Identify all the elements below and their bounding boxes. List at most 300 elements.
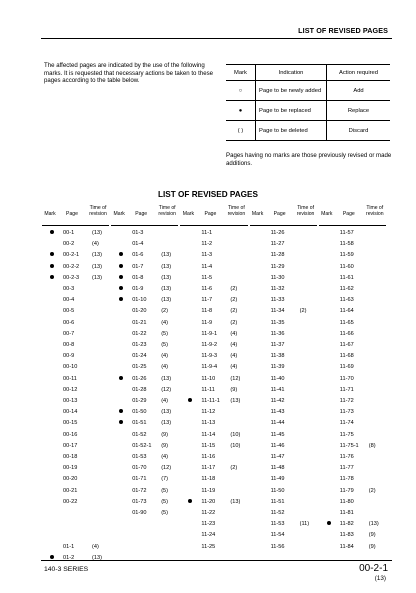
revision-number: (4) [230,342,238,348]
page-row [250,498,319,509]
page-row [319,285,388,296]
page-row [319,229,388,240]
column-header-mark: Mark [182,211,195,217]
page-number: 11-70 [339,375,354,382]
replaced-mark-icon [188,499,192,503]
page-number: 11-18 [201,476,216,483]
page-row [250,285,319,296]
page-row [111,464,180,475]
page-row [42,453,111,464]
page-row [180,285,249,296]
column-header-mark: Mark [321,211,333,217]
revision-number: (2) [299,308,307,315]
page-row [180,531,249,542]
page-number: 11-19 [201,487,216,494]
column-header-mark: Mark [251,211,264,217]
revision-number: (4) [161,319,169,326]
page-row [42,408,111,419]
page-number: 01-28 [132,386,147,393]
page-row [111,509,180,520]
revised-pages-list-title: LIST OF REVISED PAGES [158,190,258,199]
page-row [111,475,180,486]
page-row [42,285,111,296]
page-row [319,319,388,330]
revision-number: (13) [230,498,241,505]
page-row [319,386,388,397]
revision-number: (5) [161,498,169,505]
revision-number: (4) [161,364,169,371]
page-row [250,520,319,531]
page-row [319,375,388,386]
page-number: 11-9-1 [201,330,218,337]
page-row [250,464,319,475]
page-number: 01-4 [132,241,144,248]
revision-number: (4) [230,364,238,371]
replaced-mark-icon [119,420,123,424]
page-row [42,240,111,251]
page-number: 11-26 [270,230,285,236]
legend-row-delete [226,121,390,141]
page-row [111,319,180,330]
page-number: 00-15 [63,420,78,427]
page-number: 11-23 [201,521,216,528]
revision-number: (9) [368,543,376,550]
column-header-rev: Time of revision [296,205,315,217]
page-row [180,319,249,330]
page-number: 11-48 [270,465,285,472]
page-row [180,341,249,352]
page-number: 11-8 [201,308,213,315]
page-row [180,296,249,307]
column-header-page: Page [204,211,217,217]
revision-number: (10) [230,431,241,438]
replaced-mark-icon [50,264,54,268]
page-number: 11-42 [270,398,285,404]
page-row [42,251,111,262]
revision-number: (13) [92,252,102,259]
page-number: 11-25 [201,543,216,550]
page-number: 00-2-1 [63,252,80,259]
page-number: 11-9 [201,319,213,326]
revision-number: (4) [230,353,238,360]
page-number: 11-11-1 [201,398,220,404]
page-row [250,274,319,285]
page-number: 11-65 [339,319,354,326]
page-row [42,386,111,397]
page-row [319,397,388,408]
page-number: 11-35 [270,319,285,326]
replaced-mark-icon [119,297,123,301]
page-row [180,251,249,262]
page-number: 01-50 [132,409,147,416]
page-row [250,397,319,408]
page-row [111,341,180,352]
page-number: 11-13 [201,420,216,427]
page-number: 01-51 [132,420,147,427]
page-number: 11-47 [270,454,285,460]
page-row [42,419,111,430]
page-number: 00-11 [63,375,77,382]
revision-number: (13) [230,398,241,404]
page-number: 11-73 [339,409,354,416]
page-row [180,453,249,464]
page-row [180,431,249,442]
revision-number: (11) [299,521,310,528]
page-number: 11-43 [270,409,285,416]
legend-action: Add [327,81,391,101]
revision-number: (2) [230,286,238,292]
column-header-rev: Time of revision [158,205,176,217]
page-row [180,408,249,419]
page-row [250,229,319,240]
page-row [319,498,388,509]
page-row [111,285,180,296]
page-row [111,352,180,363]
legend-header-row [226,65,390,81]
page-number: 01-52 [132,431,147,438]
legend-action: Replace [327,101,391,121]
page-number: 01-71 [132,476,147,483]
revision-number: (4) [230,330,238,337]
intro-paragraph: The affected pages are indicated by the use of the following marks. It is requested that necessary actions be taken to these pages according to the table below. [44,62,214,85]
page-row [250,263,319,274]
page-number: 11-32 [270,286,285,292]
page-row [180,464,249,475]
revision-number: (9) [161,431,169,438]
page-number: 01-6 [132,252,144,259]
page-number: 11-30 [270,274,285,281]
revision-number: (2) [368,487,376,494]
revision-number: (10) [230,442,241,449]
revision-number: (4) [161,353,169,360]
page-number: 11-24 [201,532,216,539]
page-row [319,408,388,419]
page-number: 11-84 [339,543,354,550]
page-row [111,431,180,442]
revision-number: (4) [92,543,99,550]
legend-note: Pages having no marks are those previously revised or made additions. [226,152,392,167]
revision-number: (13) [92,274,102,281]
column-header-rev: Time of revision [366,205,384,217]
revision-number: (13) [92,554,102,561]
page-number: 01-24 [132,353,147,360]
revision-number: (4) [161,454,169,460]
revision-number: (2) [161,308,169,315]
column-header-underline [180,225,247,226]
replaced-mark-icon [119,275,123,279]
page-row [319,531,388,542]
page-number: 11-28 [270,252,285,259]
page-row [250,531,319,542]
page-number: 11-33 [270,297,285,304]
page-row [319,442,388,453]
page-number: 00-21 [63,487,78,494]
page-row [250,509,319,520]
page-number: 11-72 [339,398,354,404]
page-row [42,397,111,408]
revision-number: (5) [161,487,169,494]
page-number: 11-50 [270,487,285,494]
page-number: 01-2 [63,554,75,561]
page-row [250,386,319,397]
page-row [319,363,388,374]
marks-legend-table [226,64,390,141]
page-row [111,274,180,285]
page-number: 01-8 [132,274,144,281]
page-row [319,263,388,274]
page-number: 00-16 [63,431,78,438]
page-number: 11-56 [270,543,285,550]
page-number: 01-1 [63,543,75,550]
column-header-page: Page [135,211,148,217]
column-header-mark: Mark [113,211,125,217]
page-row [42,543,111,554]
page-row [250,487,319,498]
page-row [111,375,180,386]
revision-number: (12) [161,386,172,393]
page-row [250,442,319,453]
page-row [42,274,111,285]
page-row [42,307,111,318]
page-number: 01-72 [132,487,147,494]
page-number: 11-59 [339,252,354,259]
page-number: 11-66 [339,330,354,337]
page-row [42,464,111,475]
page-row [42,296,111,307]
page-number: 00-10 [63,364,78,371]
page-row [42,330,111,341]
replaced-mark-icon [50,275,54,279]
page-row [111,240,180,251]
revision-number: (13) [161,420,172,427]
page-row [180,487,249,498]
page-row [180,397,249,408]
revision-number: (13) [161,409,172,416]
revision-number: (13) [368,521,379,528]
page-number: 11-6 [201,286,213,292]
page-number: 11-78 [339,476,354,483]
page-number: 11-16 [201,454,216,460]
page-row [180,375,249,386]
page-row [250,431,319,442]
page-row [250,296,319,307]
page-row [180,307,249,318]
legend-action: Discard [327,121,391,141]
page-number: 01-20 [132,308,147,315]
page-number: 11-3 [201,252,213,259]
page-row [250,307,319,318]
legend-row-replace [226,101,390,121]
footer-page-revision: (13) [374,575,386,582]
page-number: 11-46 [270,442,285,449]
page-number: 11-71 [339,386,354,393]
page-number: 00-18 [63,454,78,460]
replaced-mark-icon [50,230,54,234]
page-number: 11-57 [339,230,354,236]
page-number: 00-13 [63,398,78,404]
page-number: 00-2-3 [63,274,80,281]
page-number: 01-26 [132,375,147,382]
page-number: 00-2-2 [63,263,80,270]
page-number: 11-5 [201,274,213,281]
page-row [42,263,111,274]
page-row [180,263,249,274]
page-row [250,251,319,262]
column-header-rev: Time of revision [227,205,246,217]
page-number: 11-9-4 [201,364,218,371]
replaced-mark-icon [50,555,54,559]
page-row [250,240,319,251]
legend-header-action: Action required [327,65,391,81]
page-row [319,464,388,475]
replaced-mark-icon [119,252,123,256]
page-row [319,509,388,520]
page-number: 11-77 [339,465,354,472]
legend-header-indication: Indication [256,65,327,81]
page-number: 11-64 [339,308,354,315]
page-row [111,229,180,240]
page-number: 11-41 [270,386,285,393]
legend-indication: Page to be deleted [256,121,327,141]
page-number: 01-21 [132,319,147,326]
page-number: 00-9 [63,353,75,360]
page-row [250,453,319,464]
revision-number: (4) [161,398,169,404]
page-row [111,408,180,419]
page-number: 00-19 [63,465,78,472]
replaced-mark-icon [119,286,123,290]
page-number: 11-51 [270,498,285,505]
page-row [180,543,249,554]
page-row [111,442,180,453]
revision-number: (2) [230,319,238,326]
page-row [250,419,319,430]
page-number: 11-61 [339,274,354,281]
revision-number: (12) [230,375,241,382]
column-header-underline [250,225,317,226]
page-number: 00-3 [63,286,75,292]
page-row [180,520,249,531]
page-row [319,520,388,531]
revision-number: (2) [230,465,238,472]
replaced-mark-icon [119,409,123,413]
page-row [319,453,388,464]
page-row [42,498,111,509]
footer-series: 140-3 SERIES [44,566,89,573]
page-number: 00-2 [63,241,75,248]
page-row [180,229,249,240]
column-header-rev: Time of revision [89,205,107,217]
revision-number: (13) [161,375,172,382]
page-row [319,352,388,363]
page-number: 00-8 [63,342,75,348]
page-row [250,330,319,341]
page-number: 11-68 [339,353,354,360]
page-number: 11-76 [339,454,354,460]
page-row [111,419,180,430]
legend-row-add [226,81,390,101]
page-row [180,475,249,486]
page-number: 00-22 [63,498,78,505]
page-number: 11-67 [339,342,354,348]
page-number: 01-52-1 [132,442,152,449]
page-row [42,431,111,442]
page-number: 11-49 [270,476,285,483]
page-row [250,341,319,352]
column-header-page: Page [273,211,286,217]
column-header-underline [319,225,386,226]
page-row [180,509,249,520]
page-number: 11-14 [201,431,216,438]
revision-number: (8) [368,442,376,449]
page-row [250,352,319,363]
page-row [250,408,319,419]
page-number: 11-2 [201,241,213,248]
revision-number: (13) [161,252,172,259]
page-number: 11-45 [270,431,285,438]
page-row [111,263,180,274]
page-number: 11-82 [339,521,354,528]
page-number: 00-5 [63,308,75,315]
replaced-mark-icon [327,521,331,525]
page-row [180,363,249,374]
revision-number: (9) [230,386,238,393]
legend-indication: Page to be newly added [256,81,327,101]
page-row [111,330,180,341]
page-number: 00-4 [63,297,75,304]
page-number: 00-1 [63,230,75,236]
page-row [111,487,180,498]
page-number: 11-9-3 [201,353,218,360]
page-row [250,363,319,374]
page-number: 01-10 [132,297,147,304]
page-number: 11-12 [201,409,216,416]
page-number: 11-53 [270,521,285,528]
revision-number: (13) [92,263,102,270]
page-row [42,475,111,486]
replaced-mark-icon [119,376,123,380]
page-number: 11-37 [270,342,285,348]
page-row [111,363,180,374]
page-number: 11-11 [201,386,215,393]
revision-number: (2) [230,297,238,304]
legend-header-mark: Mark [226,65,256,81]
revision-number: (13) [161,297,172,304]
page-number: 11-17 [201,465,216,472]
revision-number: (5) [161,342,169,348]
page-number: 11-7 [201,297,213,304]
page-row [111,251,180,262]
page-row [111,498,180,509]
page-number: 11-58 [339,241,354,248]
page-number: 11-15 [201,442,216,449]
column-header-underline [42,225,109,226]
page-number: 11-60 [339,263,354,270]
revision-number: (13) [161,274,172,281]
legend-mark-open-circle: ○ [226,81,256,101]
revision-number: (13) [161,286,172,292]
page-number: 11-54 [270,532,285,539]
page-number: 11-69 [339,364,354,371]
page-number: 11-74 [339,420,354,427]
legend-mark-parentheses: ( ) [226,121,256,141]
page-number: 11-75 [339,431,354,438]
page-number: 11-34 [270,308,285,315]
page-row [111,453,180,464]
page-row [319,475,388,486]
page-row [42,487,111,498]
page-number: 01-7 [132,263,144,270]
